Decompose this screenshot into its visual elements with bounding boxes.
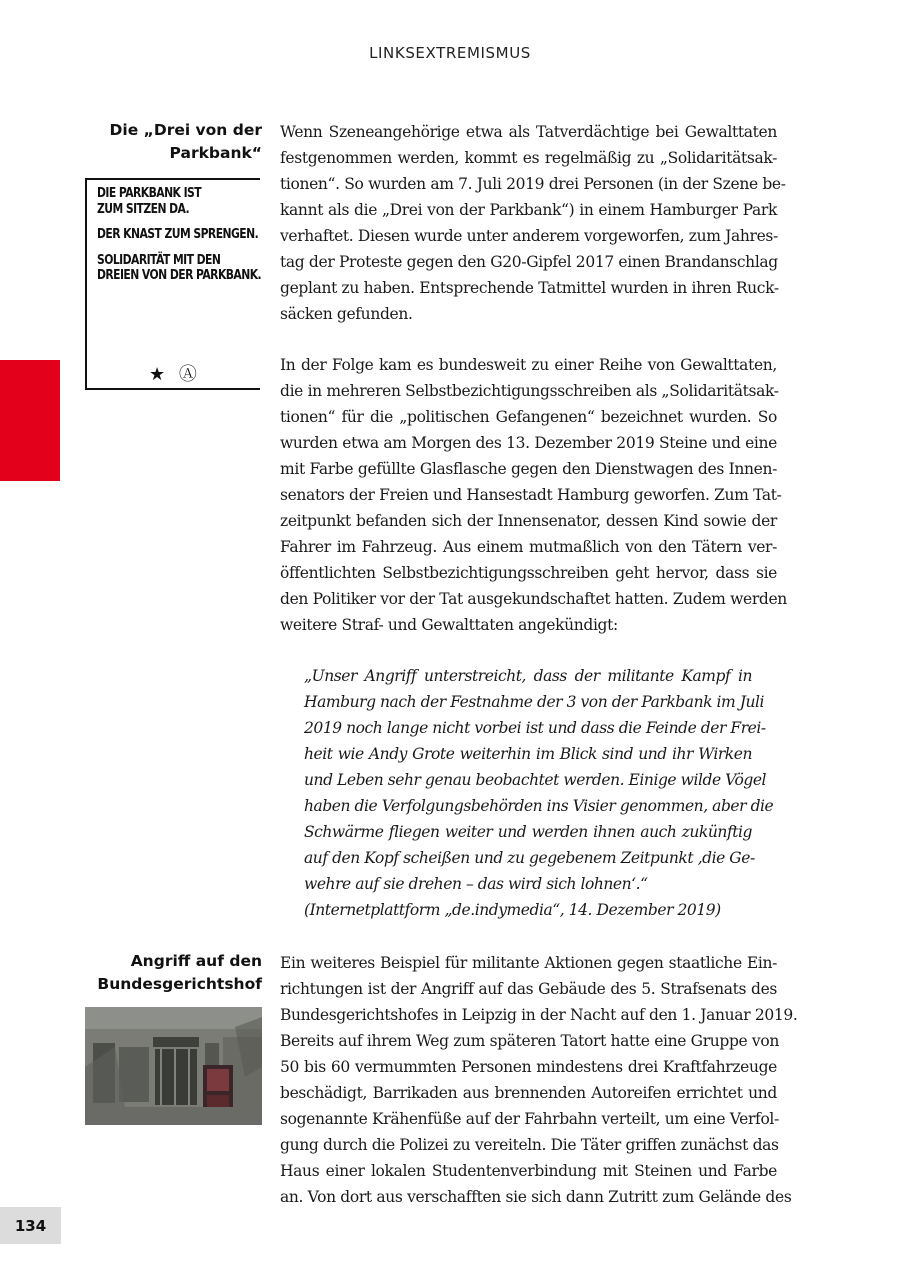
text-line: öffentlichten Selbstbezichtigungsschreiben geht hervor, dass sie xyxy=(280,564,777,582)
paragraph-violent-acts xyxy=(280,352,787,638)
text-line: mit Farbe gefüllte Glasflasche gegen den Dienstwagen des Innen- xyxy=(280,460,777,478)
text-line: tag der Proteste gegen den G20-Gipfel 2017 einen Brandanschlag xyxy=(280,253,778,271)
text-line: Haus einer lokalen Studentenverbindung mit Steinen und Farbe xyxy=(280,1162,777,1180)
side-heading-line: Bundesgerichtshof xyxy=(97,975,262,993)
quote-line: heit wie Andy Grote weiterhin im Blick sind und ihr Wirken xyxy=(304,745,752,763)
quote-line: Schwärme fliegen weiter und werden ihnen auch zukünftig xyxy=(304,823,752,841)
quote-line: haben die Verfolgungsbehörden ins Visier genommen, aber die xyxy=(304,797,774,815)
quote-line: wehre auf sie drehen – das wird sich lohnen‘.“ xyxy=(304,875,648,893)
paragraph-solidarity-actions xyxy=(280,119,786,327)
courthouse-photo xyxy=(85,1007,262,1125)
text-line: beschädigt, Barrikaden aus brennenden Autoreifen errichtet und xyxy=(280,1084,777,1102)
text-line: zeitpunkt befanden sich der Innensenator, dessen Kind sowie der xyxy=(280,512,777,530)
solidarity-poster-image xyxy=(85,178,260,390)
side-heading-line: Angriff auf den xyxy=(130,952,262,970)
text-line: richtungen ist der Angriff auf das Gebäude des 5. Strafsenats des xyxy=(280,980,777,998)
text-line: senators der Freien und Hansestadt Hamburg geworfen. Zum Tat- xyxy=(280,486,782,504)
text-line: kannt als die „Drei von der Parkbank“) in einem Hamburger Park xyxy=(280,201,777,219)
quote-line: Hamburg nach der Festnahme der 3 von der Parkbank im Juli xyxy=(304,693,765,711)
star-icon: ★ xyxy=(149,364,166,385)
text-line: den Politiker vor der Tat ausgekundschaftet hatten. Zudem werden xyxy=(280,590,787,608)
side-heading-line: Parkbank“ xyxy=(169,144,262,162)
text-line: geplant zu haben. Entsprechende Tatmittel wurden in ihren Ruck- xyxy=(280,279,779,297)
chapter-tab-marker xyxy=(0,360,60,481)
paragraph-bgh-attack xyxy=(280,950,798,1210)
text-line: Fahrer im Fahrzeug. Aus einem mutmaßlich von den Tätern ver- xyxy=(280,538,777,556)
text-line: weitere Straf- und Gewalttaten angekündigt: xyxy=(280,616,618,634)
anarchy-icon: Ⓐ xyxy=(178,364,197,385)
text-line: festgenommen werden, kommt es regelmäßig zu „Solidaritätsak- xyxy=(280,149,777,167)
text-line: wurden etwa am Morgen des 13. Dezember 2019 Steine und eine xyxy=(280,434,777,452)
poster-line: DIE PARKBANK IST xyxy=(97,185,202,201)
side-heading-drei-von-der-parkbank xyxy=(110,119,262,165)
poster-line: ZUM SITZEN DA. xyxy=(97,200,190,217)
quote-line: „Unser Angriff unterstreicht, dass der militante Kampf in xyxy=(304,667,752,685)
page-number: 134 xyxy=(0,1207,61,1244)
poster-line: DREIEN VON DER PARKBANK. xyxy=(97,267,262,283)
poster-line: DER KNAST ZUM SPRENGEN. xyxy=(97,226,259,242)
quote-line: und Leben sehr genau beobachtet werden. Einige wilde Vögel xyxy=(304,771,767,789)
side-heading-line: Die „Drei von der xyxy=(109,121,262,139)
poster-symbols xyxy=(149,360,205,386)
quote-source: (Internetplattform „de.indymedia“, 14. Dezember 2019) xyxy=(304,901,721,919)
text-line: Bundesgerichtshofes in Leipzig in der Nacht auf den 1. Januar 2019. xyxy=(280,1006,798,1024)
quote-indymedia xyxy=(304,663,774,923)
text-line: verhaftet. Diesen wurde unter anderem vorgeworfen, zum Jahres- xyxy=(280,227,778,245)
text-line: an. Von dort aus verschafften sie sich dann Zutritt zum Gelände des xyxy=(280,1188,792,1206)
text-line: tionen“ für die „politischen Gefangenen“ bezeichnet wurden. So xyxy=(280,408,777,426)
side-heading-bundesgerichtshof xyxy=(97,950,262,996)
text-line: sogenannte Krähenfüße auf der Fahrbahn verteilt, um eine Verfol- xyxy=(280,1110,779,1128)
text-line: Wenn Szeneangehörige etwa als Tatverdächtige bei Gewalttaten xyxy=(280,123,777,141)
text-line: Bereits auf ihrem Weg zum späteren Tatort hatte eine Gruppe von xyxy=(280,1032,779,1050)
text-line: In der Folge kam es bundesweit zu einer Reihe von Gewalttaten, xyxy=(280,356,777,374)
text-line: Ein weiteres Beispiel für militante Aktionen gegen staatliche Ein- xyxy=(280,954,777,972)
poster-text xyxy=(97,185,262,284)
text-line: gung durch die Polizei zu vereiteln. Die Täter griffen zunächst das xyxy=(280,1136,779,1154)
running-header: LINKSEXTREMISMUS xyxy=(369,44,531,62)
text-line: tionen“. So wurden am 7. Juli 2019 drei Personen (in der Szene be- xyxy=(280,175,786,193)
text-line: 50 bis 60 vermummten Personen mindestens drei Kraftfahrzeuge xyxy=(280,1058,777,1076)
quote-line: auf den Kopf scheißen und zu gegebenem Zeitpunkt ‚die Ge- xyxy=(304,849,755,867)
quote-line: 2019 noch lange nicht vorbei ist und dass die Feinde der Frei- xyxy=(304,719,766,737)
poster-line: SOLIDARITÄT MIT DEN xyxy=(97,251,221,268)
text-line: säcken gefunden. xyxy=(280,305,413,323)
text-line: die in mehreren Selbstbezichtigungsschreiben als „Solidaritätsak- xyxy=(280,382,779,400)
